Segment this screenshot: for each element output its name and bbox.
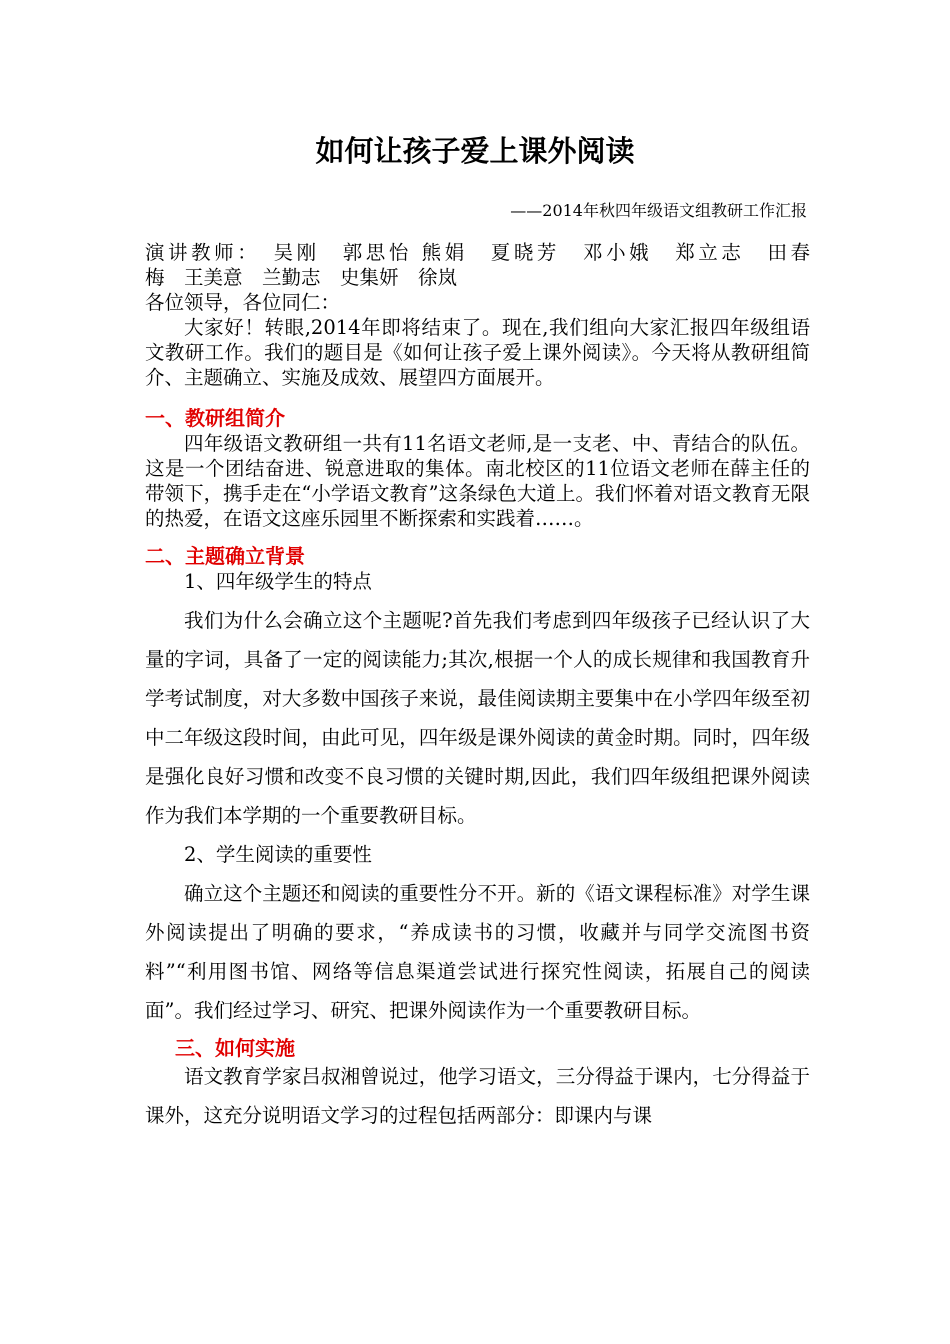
section-2-paragraph-2: 确立这个主题还和阅读的重要性分不开。新的《语文课程标准》对学生课外阅读提出了明确的要求，“养成读书的习惯，收藏并与同学交流图书资料”“利用图书馆、网络等信息渠道尝试进行探究性阅读，拓展自己的阅读面”。我们经过学习、研究、把课外阅读作为一个重要教研目标。	[145, 882, 810, 1022]
section-2-subheading-2: 2、学生阅读的重要性	[184, 843, 372, 866]
section-heading-3: 三、如何实施	[175, 1036, 295, 1060]
greeting: 各位领导，各位同仁：	[145, 291, 341, 314]
page-subtitle: ——2014年秋四年级语文组教研工作汇报	[510, 201, 807, 220]
intro-paragraph: 大家好！转眼,2014年即将结束了。现在,我们组向大家汇报四年级组语文教研工作。我们的题目是《如何让孩子爱上课外阅读》。今天将从教研组简介、主题确立、实施及成效、展望四方面展开。	[145, 316, 810, 389]
section-heading-2: 二、主题确立背景	[145, 544, 305, 568]
section-heading-1: 一、教研组简介	[145, 406, 285, 430]
speakers-line-1: 演讲教师： 吴刚 郭思怡 熊娟 夏晓芳 邓小娥 郑立志 田春	[145, 241, 810, 264]
section-3-paragraph: 语文教育学家吕叔湘曾说过，他学习语文，三分得益于课内，七分得益于课外，这充分说明语文学习的过程包括两部分：即课内与课	[145, 1065, 810, 1127]
document-body	[145, 240, 810, 1135]
page-title: 如何让孩子爱上课外阅读	[315, 134, 635, 168]
section-2-paragraph-1: 我们为什么会确立这个主题呢?首先我们考虑到四年级孩子已经认识了大量的字词，具备了一定的阅读能力;其次,根据一个人的成长规律和我国教育升学考试制度，对大多数中国孩子来说，最佳阅读期主要集中在小学四年级至初中二年级这段时间，由此可见，四年级是课外阅读的黄金时期。同时，四年级是强化良好习惯和改变不良习惯的关键时期,因此，我们四年级组把课外阅读作为我们本学期的一个重要教研目标。	[145, 609, 810, 827]
section-2-subheading-1: 1、四年级学生的特点	[184, 570, 372, 593]
section-1-paragraph: 四年级语文教研组一共有11名语文老师,是一支老、中、青结合的队伍。这是一个团结奋进、锐意进取的集体。南北校区的11位语文老师在薛主任的带领下，携手走在“小学语文教育”这条绿色大道上。我们怀着对语文教育无限的热爱，在语文这座乐园里不断探索和实践着……。	[145, 432, 810, 530]
speakers-line-2: 梅 王美意 兰勤志 史集妍 徐岚	[145, 266, 458, 289]
